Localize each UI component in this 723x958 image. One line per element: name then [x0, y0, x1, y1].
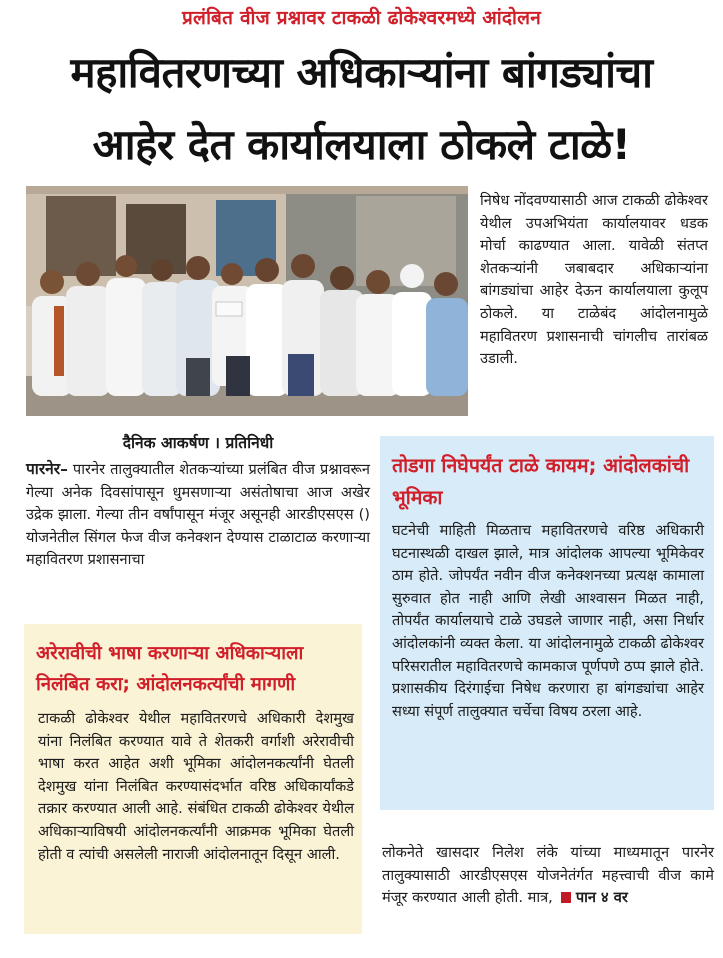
headline-line-2: आहेर देत कार्यालयाला ठोकले टाळे! [92, 120, 631, 169]
headline-line-1: महावितरणच्या अधिकाऱ्यांना बांगड्यांचा [70, 48, 653, 97]
yellow-box-title: अरेरावीची भाषा करणाऱ्या अधिकाऱ्याला निलंबित करा; आंदोलनकर्त्यांची मागणी [36, 643, 304, 695]
continued-page-ref: पान ४ वर [575, 889, 628, 907]
blue-box-body: घटनेची माहिती मिळताच महावितरणचे वरिष्ठ अधिकारी घटनास्थळी दाखल झाले, मात्र आंदोलक आपल्या भूमिकेवर ठाम होते. जोपर्यंत नवीन वीज कनेक्शनच्या प्रत्यक्ष कामाला सुरुवात होत नाही आणि लेखी आश्वासन मिळत नाही, तोपर्यंत कार्यालयाचे टाळे उघडले जाणार नाही, असा निर्धार आंदोलकांनी व्यक्त केला. या आंदोलनामुळे टाकळी ढोकेश्वर परिसरातील महावितरणचे कामकाज पूर्णपणे ठप्प झाले होते. प्रशासकीय दिरंगाईचा निषेध करणारा हा बांगड्यांचा आहेर सध्या संपूर्ण तालुक्यात चर्चेचा विषय ठरला आहे. [392, 522, 704, 720]
kicker: प्रलंबित वीज प्रश्नावर टाकळी ढोकेश्वरमध्ये आंदोलन [182, 7, 541, 29]
bottom-right-text: लोकनेते खासदार निलेश लंके यांच्या माध्यमातून पारनेर तालुक्यासाठी आरडीएसएस योजनेतंर्गत महत्त्वाची वीज कामे मंजूर करण्यात आली होती. मात्र, [382, 844, 714, 907]
yellow-sidebar-box [24, 624, 362, 934]
byline: दैनिक आकर्षण । प्रतिनिधी [122, 434, 274, 452]
bottom-right-paragraph [382, 842, 714, 910]
blue-box-title: तोडगा निघेपर्यंत टाळे कायम; आंदोलकांची भूमिका [392, 454, 690, 509]
square-bullet-icon [561, 892, 571, 903]
dateline-place: पारनेर– [26, 460, 68, 478]
lede-text: पारनेर तालुक्यातील शेतकऱ्यांच्या प्रलंबित वीज प्रश्नावरून गेल्या अनेक दिवसांपासून धुमसणाऱ्या असंतोषाचा आज अखेर उद्रेक झाला. गेल्या तीन वर्षांपासून मंजूर असूनही आरडीएसएस () योजनेतील सिंगल फेज वीज कनेक्शन देण्यास टाळाटाळ करणाऱ्या महावितरण प्रशासनाचा [26, 461, 370, 569]
blue-sidebar-box [380, 436, 714, 810]
lede-paragraph [26, 458, 370, 572]
yellow-box-body: टाकळी ढोकेश्वर येथील महावितरणचे अधिकारी देशमुख यांना निलंबित करण्यात यावे ते शेतकरी वर्गाशी अरेरावीची भाषा करत आहेत अशी भूमिका आंदोलनकर्त्यांनी घेतली देशमुख यांना निलंबित करण्यासंदर्भात वरिष्ठ अधिकार्यांकडे तक्रार करण्यात आली आहे. संबंधित टाकळी ढोकेश्वर येथील अधिकाऱ्याविषयी आंदोलनकर्त्यांनी आक्रमक भूमिका घेतली होती व त्यांची असलेली नाराजी आंदोलनातून दिसून आली. [38, 710, 354, 863]
news-photo [26, 186, 468, 416]
right-column-text: निषेध नोंदवण्यासाठी आज टाकळी ढोकेश्वर येथील उपअभियंता कार्यालयावर धडक मोर्चा काढण्यात आला. यावेळी संतप्त शेतकऱ्यांनी जबाबदार अधिकाऱ्यांना बांगड्यांचा आहेर देऊन कार्यालयाला कुलूप ठोकले. या टाळेबंद आंदोलनामुळे महावितरण प्रशासनाची चांगलीच तारांबळ उडाली. [480, 192, 708, 368]
